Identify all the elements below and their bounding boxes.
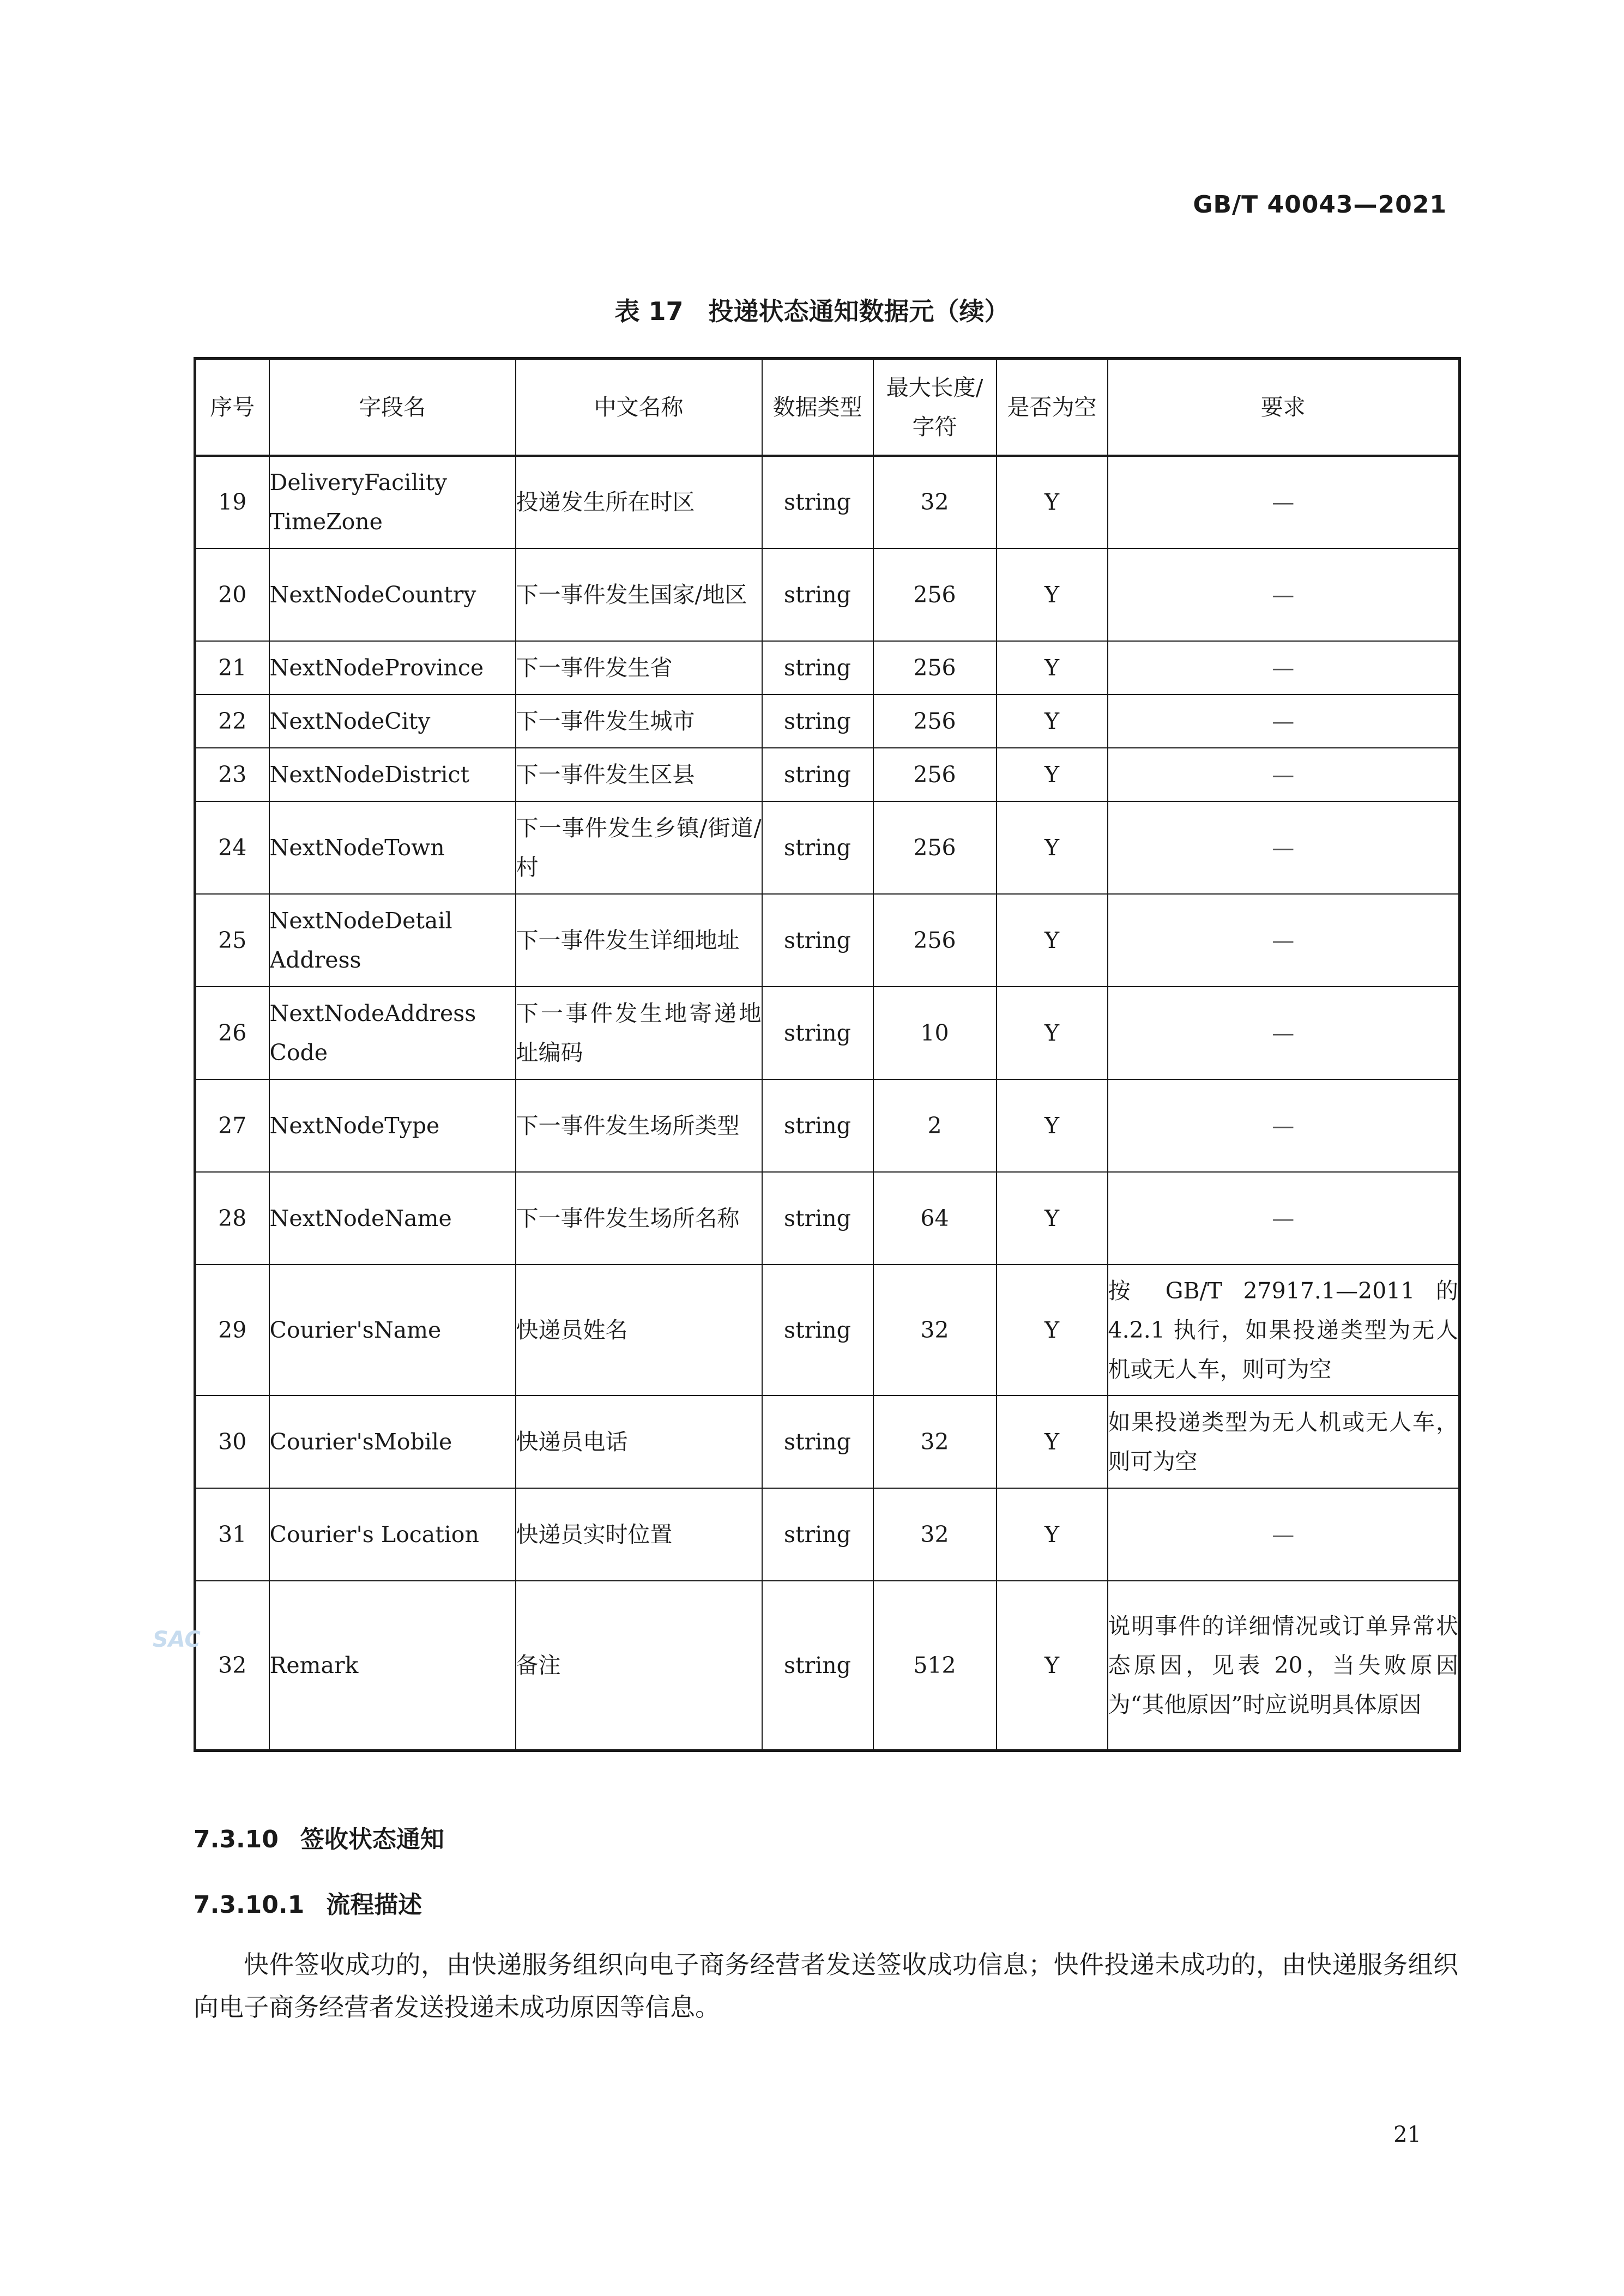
chinese-name-cell: 下一事件发生详细地址 <box>516 894 762 987</box>
nullable-cell: Y <box>997 1172 1108 1265</box>
field-name-cell: Courier'sMobile <box>269 1395 516 1488</box>
requirement-cell: — <box>1108 987 1460 1079</box>
table-row <box>195 1079 1460 1172</box>
data-type-cell: string <box>762 801 873 894</box>
chinese-name-cell: 下一事件发生场所类型 <box>516 1079 762 1172</box>
row-number-cell: 21 <box>195 641 269 694</box>
table-row <box>195 1395 1460 1488</box>
data-element-table <box>194 357 1461 1752</box>
chinese-name-cell: 投递发生所在时区 <box>516 456 762 548</box>
data-type-cell: string <box>762 1581 873 1751</box>
chinese-name-cell: 下一事件发生区县 <box>516 748 762 801</box>
field-name-cell: NextNodeCity <box>269 694 516 748</box>
data-type-cell: string <box>762 548 873 641</box>
row-number-cell: 26 <box>195 987 269 1079</box>
nullable-cell: Y <box>997 1488 1108 1581</box>
chinese-name-cell: 下一事件发生省 <box>516 641 762 694</box>
data-type-cell: string <box>762 456 873 548</box>
sac-watermark: SAC <box>153 1627 201 1652</box>
row-number-cell: 25 <box>195 894 269 987</box>
table-row <box>195 748 1460 801</box>
chinese-name-cell: 备注 <box>516 1581 762 1751</box>
col-header-type: 数据类型 <box>762 359 873 456</box>
col-header-name: 中文名称 <box>516 359 762 456</box>
chinese-name-cell: 下一事件发生场所名称 <box>516 1172 762 1265</box>
row-number-cell: 27 <box>195 1079 269 1172</box>
chinese-name-cell: 下一事件发生国家/地区 <box>516 548 762 641</box>
table-row <box>195 987 1460 1079</box>
col-header-num: 序号 <box>195 359 269 456</box>
row-number-cell: 20 <box>195 548 269 641</box>
requirement-cell: — <box>1108 1172 1460 1265</box>
requirement-cell: 如果投递类型为无人机或无人车，则可为空 <box>1108 1395 1460 1488</box>
process-description-paragraph: 快件签收成功的，由快递服务组织向电子商务经营者发送签收成功信息；快件投递未成功的，由快递服务组织向电子商务经营者发送投递未成功原因等信息。 <box>194 1950 1458 2022</box>
nullable-cell: Y <box>997 987 1108 1079</box>
max-length-cell: 256 <box>873 548 997 641</box>
max-length-cell: 64 <box>873 1172 997 1265</box>
table-row <box>195 548 1460 641</box>
row-number-cell: 30 <box>195 1395 269 1488</box>
nullable-cell: Y <box>997 1265 1108 1395</box>
field-name-cell: NextNodeName <box>269 1172 516 1265</box>
field-name-cell: NextNodeDistrict <box>269 748 516 801</box>
requirement-cell: — <box>1108 894 1460 987</box>
field-name-cell: Courier'sName <box>269 1265 516 1395</box>
row-number-cell: 28 <box>195 1172 269 1265</box>
row-number-cell: 24 <box>195 801 269 894</box>
requirement-cell: — <box>1108 456 1460 548</box>
row-number-cell: 29 <box>195 1265 269 1395</box>
data-type-cell: string <box>762 1172 873 1265</box>
max-length-cell: 32 <box>873 1265 997 1395</box>
data-type-cell: string <box>762 894 873 987</box>
nullable-cell: Y <box>997 641 1108 694</box>
field-name-cell: NextNodeCountry <box>269 548 516 641</box>
field-name-cell: NextNodeDetail Address <box>269 894 516 987</box>
field-name-cell: NextNodeTown <box>269 801 516 894</box>
requirement-cell: — <box>1108 801 1460 894</box>
requirement-cell: — <box>1108 641 1460 694</box>
table-title: 表 17 投递状态通知数据元（续） <box>614 297 1010 326</box>
table-body <box>195 456 1460 1751</box>
max-length-cell: 32 <box>873 456 997 548</box>
section-number: 7.3.10 <box>194 1826 279 1853</box>
table-row <box>195 1265 1460 1395</box>
subsection-title: 流程描述 <box>326 1891 422 1919</box>
row-number-cell: 31 <box>195 1488 269 1581</box>
data-type-cell: string <box>762 694 873 748</box>
max-length-cell: 256 <box>873 748 997 801</box>
row-number-cell: 19 <box>195 456 269 548</box>
max-length-cell: 2 <box>873 1079 997 1172</box>
nullable-cell: Y <box>997 548 1108 641</box>
section-title: 签收状态通知 <box>300 1826 444 1853</box>
requirement-cell: — <box>1108 548 1460 641</box>
chinese-name-cell: 下一事件发生城市 <box>516 694 762 748</box>
chinese-name-cell: 快递员实时位置 <box>516 1488 762 1581</box>
col-header-nullable: 是否为空 <box>997 359 1108 456</box>
table-row <box>195 694 1460 748</box>
page-number: 21 <box>1393 2122 1421 2147</box>
nullable-cell: Y <box>997 748 1108 801</box>
requirement-cell: 按 GB/T 27917.1—2011 的 4.2.1 执行，如果投递类型为无人机或无人车，则可为空 <box>1108 1265 1460 1395</box>
data-type-cell: string <box>762 641 873 694</box>
nullable-cell: Y <box>997 894 1108 987</box>
table-row <box>195 641 1460 694</box>
col-header-field: 字段名 <box>269 359 516 456</box>
row-number-cell: 22 <box>195 694 269 748</box>
data-type-cell: string <box>762 1079 873 1172</box>
table-row <box>195 1172 1460 1265</box>
max-length-cell: 10 <box>873 987 997 1079</box>
data-type-cell: string <box>762 748 873 801</box>
max-length-cell: 256 <box>873 894 997 987</box>
section-heading-7-3-10-1 <box>194 1885 422 1920</box>
nullable-cell: Y <box>997 694 1108 748</box>
data-type-cell: string <box>762 1488 873 1581</box>
field-name-cell: Courier's Location <box>269 1488 516 1581</box>
max-length-cell: 512 <box>873 1581 997 1751</box>
chinese-name-cell: 下一事件发生地寄递地址编码 <box>516 987 762 1079</box>
nullable-cell: Y <box>997 1581 1108 1751</box>
table-row <box>195 801 1460 894</box>
requirement-cell: — <box>1108 1079 1460 1172</box>
requirement-cell: 说明事件的详细情况或订单异常状态原因，见表 20，当失败原因为“其他原因”时应说明具体原因 <box>1108 1581 1460 1751</box>
table-row <box>195 894 1460 987</box>
chinese-name-cell: 快递员电话 <box>516 1395 762 1488</box>
row-number-cell: 23 <box>195 748 269 801</box>
field-name-cell: NextNodeProvince <box>269 641 516 694</box>
max-length-cell: 32 <box>873 1395 997 1488</box>
field-name-cell: NextNodeType <box>269 1079 516 1172</box>
chinese-name-cell: 下一事件发生乡镇/街道/村 <box>516 801 762 894</box>
data-type-cell: string <box>762 1265 873 1395</box>
standard-number: GB/T 40043—2021 <box>1193 191 1447 219</box>
max-length-cell: 256 <box>873 694 997 748</box>
requirement-cell: — <box>1108 748 1460 801</box>
subsection-number: 7.3.10.1 <box>194 1891 305 1919</box>
section-heading-7-3-10 <box>194 1820 444 1854</box>
requirement-cell: — <box>1108 694 1460 748</box>
table-row <box>195 1581 1460 1751</box>
nullable-cell: Y <box>997 456 1108 548</box>
table-row <box>195 1488 1460 1581</box>
field-name-cell: Remark <box>269 1581 516 1751</box>
max-length-cell: 256 <box>873 801 997 894</box>
nullable-cell: Y <box>997 1395 1108 1488</box>
table-row <box>195 456 1460 548</box>
data-type-cell: string <box>762 987 873 1079</box>
field-name-cell: NextNodeAddress Code <box>269 987 516 1079</box>
row-number-cell: 32 <box>195 1581 269 1751</box>
max-length-cell: 256 <box>873 641 997 694</box>
max-length-cell: 32 <box>873 1488 997 1581</box>
nullable-cell: Y <box>997 1079 1108 1172</box>
table-header-row <box>195 359 1460 456</box>
field-name-cell: DeliveryFacility TimeZone <box>269 456 516 548</box>
data-type-cell: string <box>762 1395 873 1488</box>
col-header-requirement: 要求 <box>1108 359 1460 456</box>
chinese-name-cell: 快递员姓名 <box>516 1265 762 1395</box>
col-header-length: 最大长度/字符 <box>873 359 997 456</box>
requirement-cell: — <box>1108 1488 1460 1581</box>
nullable-cell: Y <box>997 801 1108 894</box>
